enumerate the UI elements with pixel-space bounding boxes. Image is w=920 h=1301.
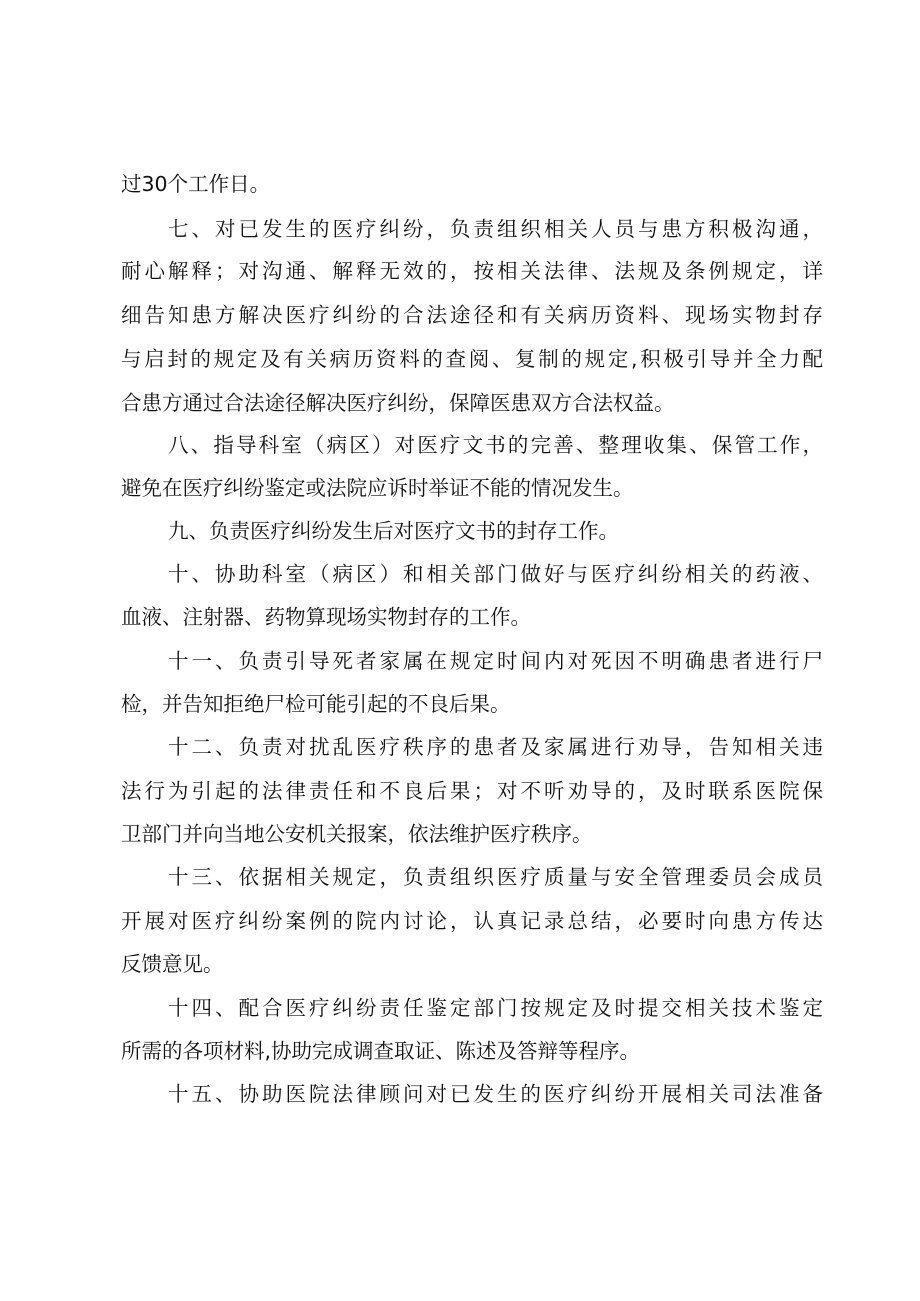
text-line: 十、协助科室（病区）和相关部门做好与医疗纠纷相关的药液、 (168, 562, 823, 586)
text-line: 十一、负责引导死者家属在规定时间内对死因不明确患者进行尸 (168, 649, 823, 673)
text-line: 法行为引起的法律责任和不良后果；对不听劝导的，及时联系医院保 (121, 779, 823, 803)
text-line: 十五、协助医院法律顾问对已发生的医疗纠纷开展相关司法准备 (168, 1082, 823, 1106)
text-line: 检，并告知拒绝尸检可能引起的不良后果。 (121, 692, 511, 716)
text-line: 与启封的规定及有关病历资料的查阅、复制的规定,积极引导并全力配 (121, 347, 823, 371)
text-line: 卫部门并向当地公安机关报案，依法维护医疗秩序。 (121, 822, 593, 846)
text-line: 开展对医疗纠纷案例的院内讨论，认真记录总结，必要时向患方传达 (121, 909, 823, 933)
text-line: 血液、注射器、药物算现场实物封存的工作。 (121, 605, 531, 629)
text-line: 七、对已发生的医疗纠纷，负责组织相关人员与患方积极沟通， (168, 217, 823, 241)
text-line: 过30个工作日。 (121, 172, 271, 196)
text-line: 合患方通过合法途径解决医疗纠纷，保障医患双方合法权益。 (121, 391, 675, 415)
text-line: 反馈意见。 (121, 952, 224, 976)
text-line: 九、负责医疗纠纷发生后对医疗文书的封存工作。 (168, 519, 619, 543)
text-line: 十四、配合医疗纠纷责任鉴定部门按规定及时提交相关技术鉴定 (168, 996, 823, 1020)
text-line: 耐心解释；对沟通、解释无效的，按相关法律、法规及条例规定，详 (121, 259, 823, 283)
text-line: 八、指导科室（病区）对医疗文书的完善、整理收集、保管工作， (168, 433, 823, 457)
text-line: 十三、依据相关规定，负责组织医疗质量与安全管理委员会成员 (168, 865, 823, 889)
text-line: 细告知患方解决医疗纠纷的合法途径和有关病历资料、现场实物封存 (121, 303, 823, 327)
text-line: 避免在医疗纠纷鉴定或法院应诉时举证不能的情况发生。 (121, 476, 634, 500)
text-line: 所需的各项材料,协助完成调查取证、陈述及答辩等程序。 (121, 1039, 641, 1063)
text-line: 十二、负责对扰乱医疗秩序的患者及家属进行劝导，告知相关违 (168, 735, 823, 759)
